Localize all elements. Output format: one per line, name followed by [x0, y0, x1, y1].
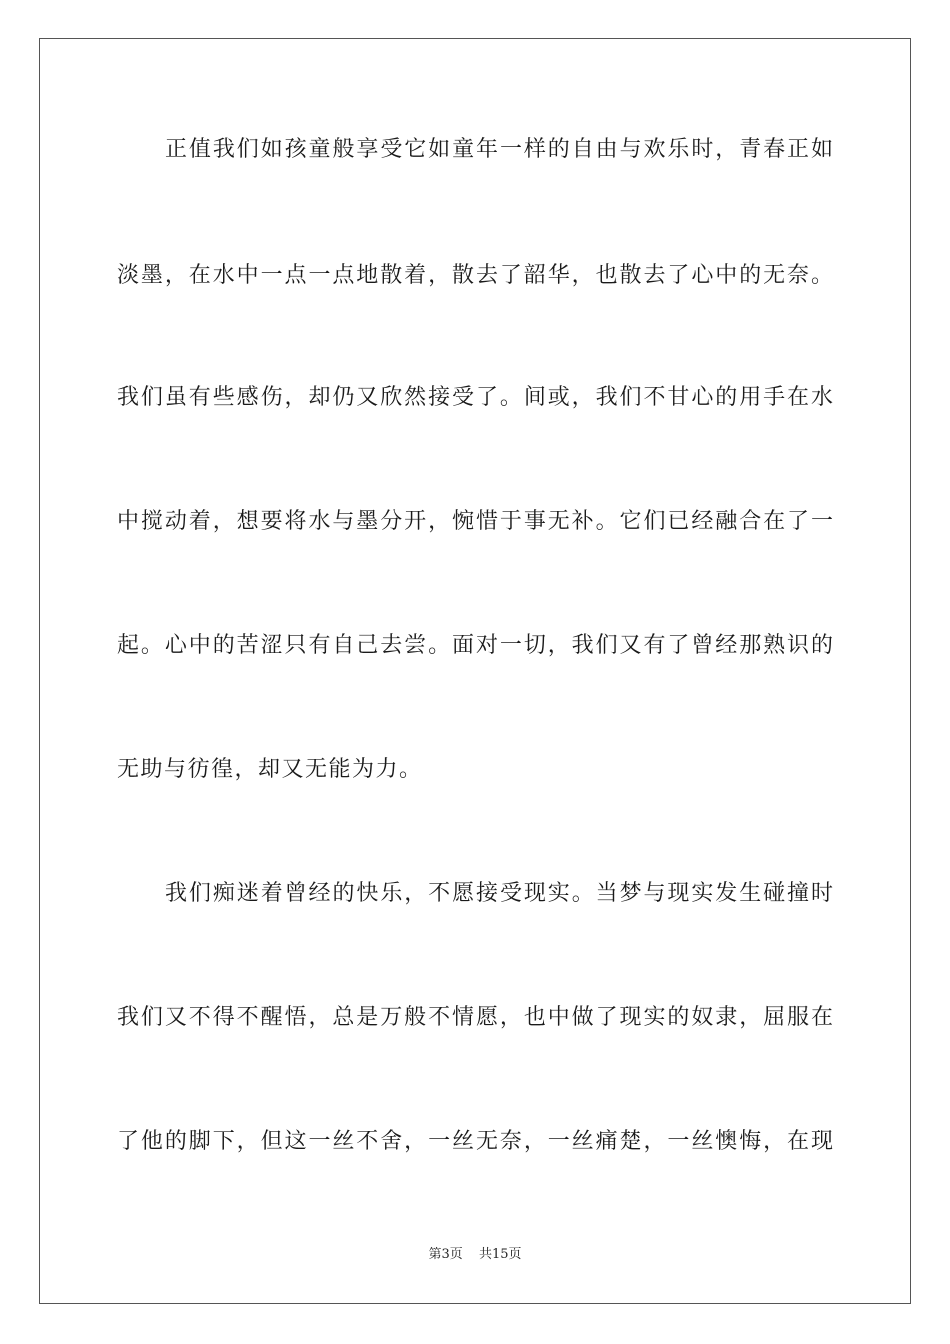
paragraph-line: 我们虽有些感伤，却仍又欣然接受了。间或，我们不甘心的用手在水 — [117, 385, 833, 410]
paragraph-line: 中搅动着，想要将水与墨分开，惋惜于事无补。它们已经融合在了一 — [117, 509, 833, 534]
paragraph-line: 了他的脚下，但这一丝不舍，一丝无奈，一丝痛楚，一丝懊悔，在现 — [117, 1129, 833, 1154]
page-border — [39, 38, 911, 1304]
paragraph-line: 淡墨，在水中一点一点地散着，散去了韶华，也散去了心中的无奈。 — [117, 263, 833, 288]
paragraph-line: 正值我们如孩童般享受它如童年一样的自由与欢乐时，青春正如 — [165, 137, 833, 162]
paragraph-line: 我们痴迷着曾经的快乐，不愿接受现实。当梦与现实发生碰撞时 — [165, 881, 833, 906]
page-number: 第3页 — [428, 1247, 463, 1262]
total-pages: 共15页 — [478, 1247, 522, 1262]
paragraph-line: 无助与彷徨，却又无能为力。 — [117, 757, 423, 782]
paragraph-line: 我们又不得不醒悟，总是万般不情愿，也中做了现实的奴隶，屈服在 — [117, 1005, 833, 1030]
paragraph-line: 起。心中的苦涩只有自己去尝。面对一切，我们又有了曾经那熟识的 — [117, 633, 833, 658]
page-footer — [0, 1246, 950, 1264]
